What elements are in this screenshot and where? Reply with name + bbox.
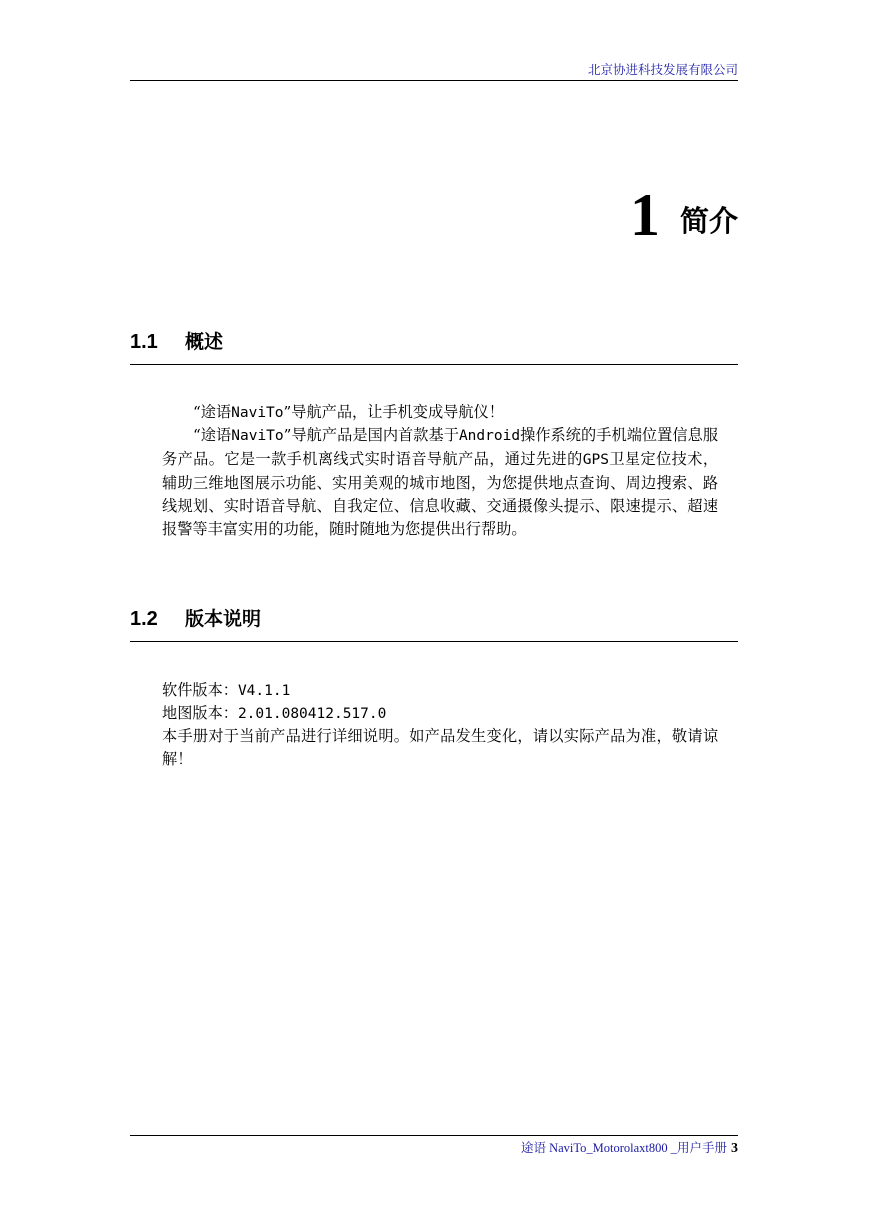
software-version-value: V4.1.1	[237, 683, 291, 699]
overview-tagline	[162, 401, 718, 425]
section-version-heading	[130, 606, 738, 642]
software-version-line	[162, 679, 718, 703]
map-version-value: 2.01.080412.517.0	[237, 706, 387, 722]
footer-manual-name: 途语 NaviTo_Motorolaxt800 _用户手册	[520, 1141, 727, 1155]
page-footer	[130, 1135, 738, 1156]
description-part-2: 操作系统的手机端位置信息服务产品。它是一款手机离线式实时语音导航产品，通过先进的	[162, 426, 719, 468]
map-version-label: 地图版本：	[162, 704, 238, 722]
version-note: 本手册对于当前产品进行详细说明。如产品发生变化，请以实际产品为准，敬请谅解！	[162, 727, 718, 768]
section-number: 1.2	[130, 608, 158, 630]
map-version-line	[162, 702, 718, 726]
section-heading	[130, 606, 738, 641]
description-open-quote: “途语	[193, 426, 232, 444]
section-title: 版本说明	[185, 608, 262, 630]
tagline-text: ”导航产品，让手机变成导航仪！	[283, 403, 504, 421]
section-overview-heading	[130, 329, 738, 365]
description-android: Android	[458, 428, 521, 444]
chapter-number: 1	[629, 182, 660, 248]
header-company-name: 北京协进科技发展有限公司	[587, 62, 738, 77]
description-product-latin: NaviTo	[231, 428, 284, 444]
description-gps: GPS	[582, 452, 609, 468]
software-version-label: 软件版本：	[162, 681, 238, 699]
section-title: 概述	[185, 331, 224, 353]
footer-text	[521, 1139, 738, 1158]
overview-description	[162, 424, 718, 541]
section-number: 1.1	[130, 331, 158, 353]
product-name-latin: NaviTo	[231, 405, 284, 421]
section-heading	[130, 329, 738, 364]
page-header	[130, 62, 738, 81]
description-part-3: 卫星定位技术，辅助三维地图展示功能、实用美观的城市地图，为您提供地点查询、周边搜索、路线规划、实时语音导航、自我定位、信息收藏、交通摄像头提示、限速提示、超速报警等丰富实用的功能，随时随地为您提供出行帮助。	[162, 450, 719, 538]
description-part-1: ”导航产品是国内首款基于	[283, 426, 459, 444]
product-name-open-quote: “途语	[193, 403, 232, 421]
footer-page-number: 3	[731, 1141, 738, 1156]
chapter-heading	[630, 183, 738, 247]
chapter-title: 简介	[679, 204, 738, 238]
